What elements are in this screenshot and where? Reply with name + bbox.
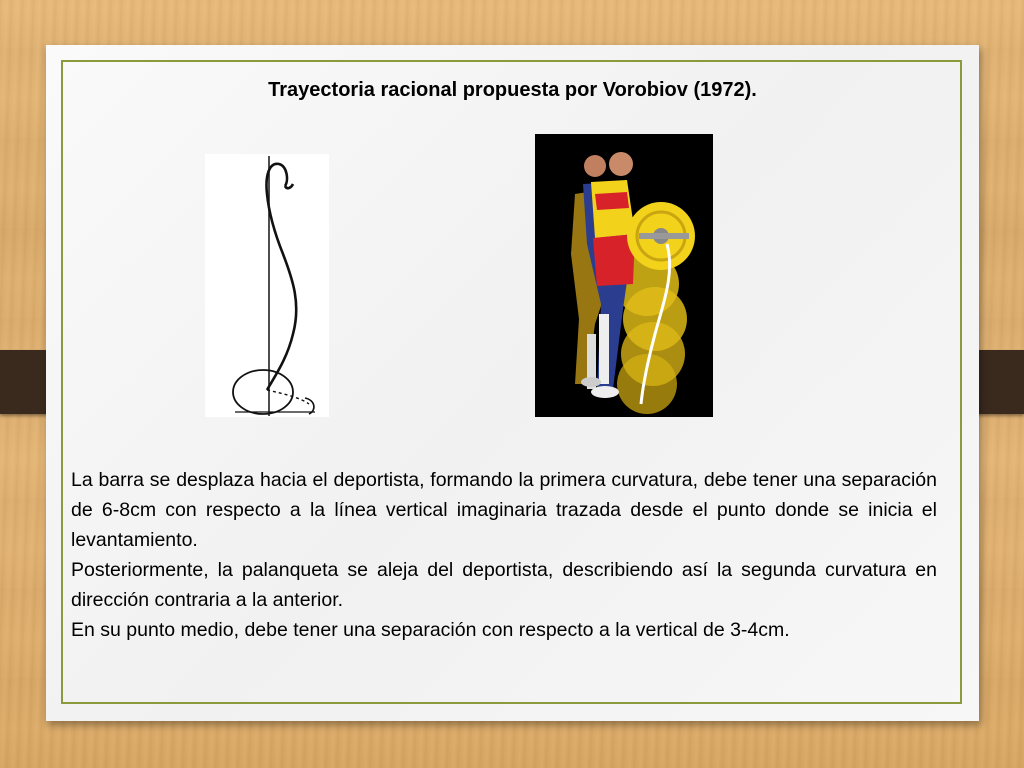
weightlifter-sequence-icon [535,134,713,417]
slide-paper [46,45,979,721]
trajectory-diagram [205,154,329,417]
paragraph-1: La barra se desplaza hacia el deportista, formando la primera curvatura, debe tener una separación de 6-8cm con respecto a la línea vertical imaginaria trazada desde el punto donde se inicia el levantamiento. [71,469,937,551]
trajectory-sketch-icon [205,154,329,417]
slide-title: Trayectoria racional propuesta por Vorobiov (1972). [268,79,757,101]
weightlifter-photo [535,134,713,417]
body-text [71,465,937,645]
paragraph-3: En su punto medio, debe tener una separación con respecto a la vertical de 3-4cm. [71,619,790,641]
paragraph-2: Posteriormente, la palanqueta se aleja del deportista, describiendo así la segunda curvatura en dirección contraria a la anterior. [71,559,937,611]
